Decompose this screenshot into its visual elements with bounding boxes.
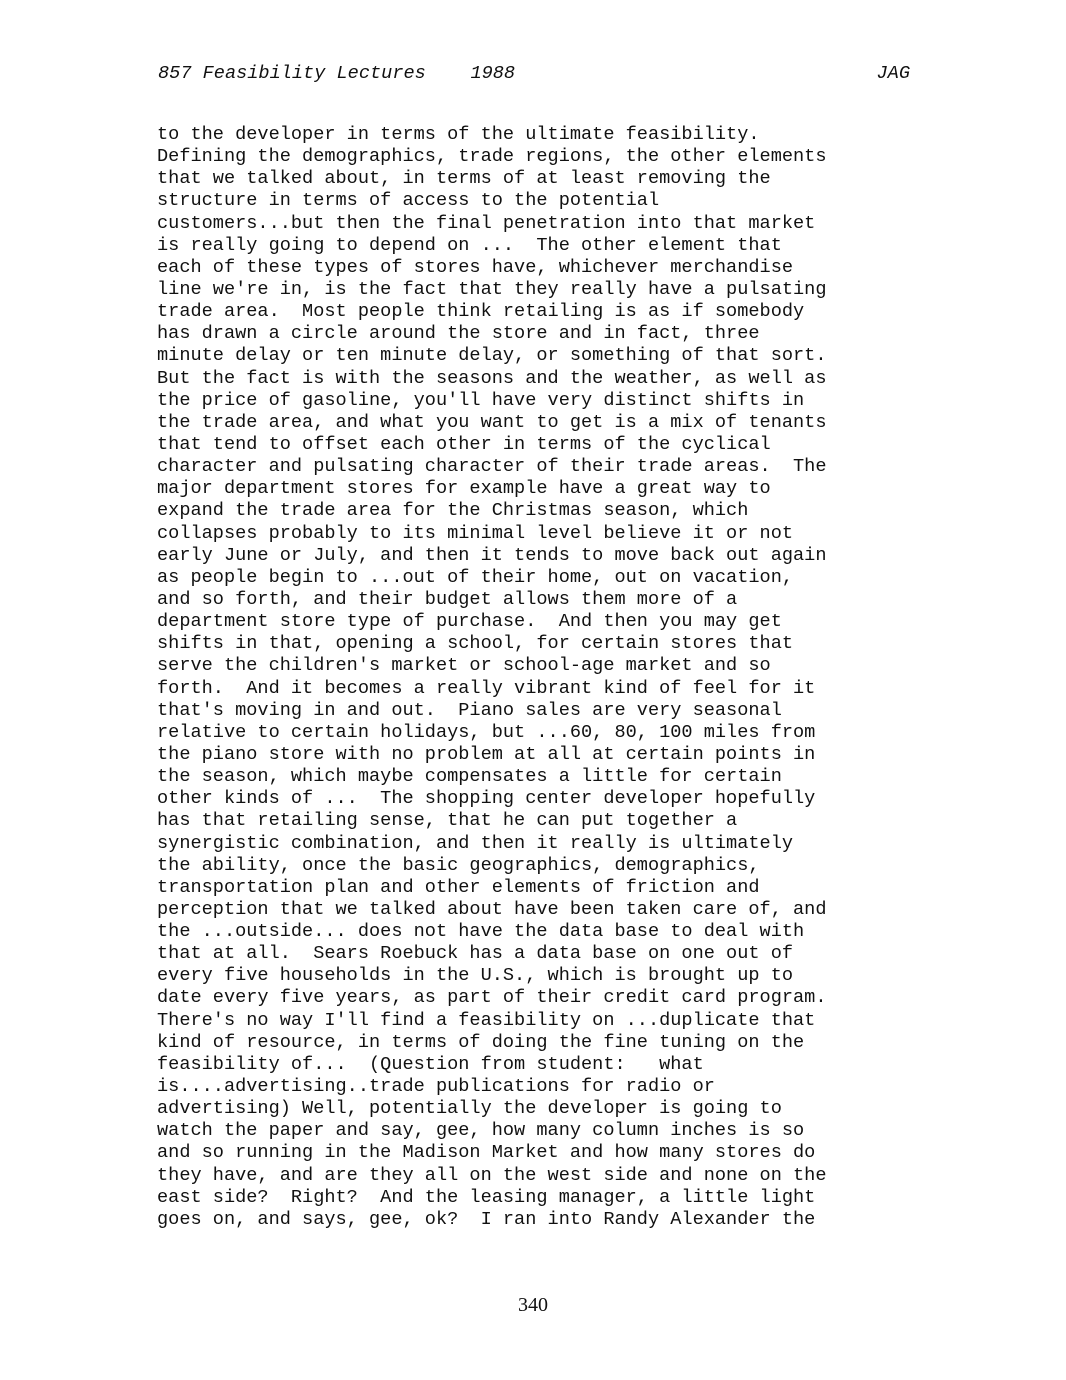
transcript-line: advertising) Well, potentially the developer is going to [157, 1098, 782, 1120]
header-author-initials: JAG [876, 63, 910, 84]
transcript-line: collapses probably to its minimal level believe it or not [157, 522, 794, 544]
transcript-line: feasibility of... (Question from student: what [157, 1053, 704, 1075]
transcript-line: the trade area, and what you want to get is a mix of tenants [157, 411, 827, 433]
transcript-line: goes on, and says, gee, ok? I ran into Randy Alexander the [157, 1208, 816, 1230]
header-year: 1988 [470, 63, 516, 84]
transcript-line: is really going to depend on ... The other element that [157, 234, 782, 256]
transcript-line: transportation plan and other elements of friction and [157, 876, 760, 898]
transcript-line: that we talked about, in terms of at least removing the [157, 168, 771, 190]
transcript-line: customers...but then the final penetration into that market [157, 212, 816, 234]
transcript-line: department store type of purchase. And then you may get [157, 611, 782, 633]
transcript-line: that tend to offset each other in terms of the cyclical [157, 433, 771, 455]
transcript-line: There's no way I'll find a feasibility on ...duplicate that [157, 1009, 816, 1031]
transcript-body [157, 124, 917, 1231]
transcript-line: perception that we talked about have been taken care of, and [157, 898, 827, 920]
header-course-title: 857 Feasibility Lectures [158, 63, 426, 84]
transcript-line: trade area. Most people think retailing is as if somebody [157, 301, 805, 323]
transcript-line: the ability, once the basic geographics, demographics, [157, 854, 760, 876]
transcript-line: date every five years, as part of their credit card program. [157, 987, 827, 1009]
transcript-line: the piano store with no problem at all at certain points in [157, 743, 816, 765]
transcript-line: shifts in that, opening a school, for certain stores that [157, 633, 794, 655]
transcript-line: each of these types of stores have, whichever merchandise [157, 256, 794, 278]
transcript-line: and so running in the Madison Market and how many stores do [157, 1142, 816, 1164]
transcript-line: forth. And it becomes a really vibrant kind of feel for it [157, 677, 816, 699]
transcript-line: the price of gasoline, you'll have very distinct shifts in [157, 389, 805, 411]
transcript-line: other kinds of ... The shopping center developer hopefully [157, 788, 816, 810]
transcript-line: and so forth, and their budget allows them more of a [157, 588, 738, 610]
transcript-line: structure in terms of access to the potential [157, 190, 660, 212]
transcript-line: the ...outside... does not have the data base to deal with [157, 921, 805, 943]
page-number: 340 [518, 1294, 548, 1316]
transcript-line: But the fact is with the seasons and the weather, as well as [157, 367, 827, 389]
transcript-line: as people begin to ...out of their home, out on vacation, [157, 566, 794, 588]
transcript-line: is....advertising..trade publications for radio or [157, 1076, 715, 1098]
transcript-line: relative to certain holidays, but ...60, 80, 100 miles from [157, 721, 816, 743]
header-course-and-year [158, 62, 515, 86]
transcript-line: line we're in, is the fact that they really have a pulsating [157, 278, 827, 300]
transcript-line: early June or July, and then it tends to move back out again [157, 544, 827, 566]
transcript-line: kind of resource, in terms of doing the fine tuning on the [157, 1031, 805, 1053]
transcript-line: watch the paper and say, gee, how many column inches is so [157, 1120, 805, 1142]
transcript-line: minute delay or ten minute delay, or something of that sort. [157, 345, 827, 367]
transcript-line: expand the trade area for the Christmas season, which [157, 500, 749, 522]
transcript-line: has drawn a circle around the store and in fact, three [157, 323, 760, 345]
transcript-line: to the developer in terms of the ultimate feasibility. [157, 124, 760, 145]
transcript-line: that's moving in and out. Piano sales are very seasonal [157, 699, 782, 721]
transcript-line: serve the children's market or school-age market and so [157, 655, 771, 677]
transcript-line: that at all. Sears Roebuck has a data base on one out of [157, 943, 794, 965]
transcript-line: east side? Right? And the leasing manager, a little light [157, 1186, 816, 1208]
transcript-line: has that retailing sense, that he can put together a [157, 810, 738, 832]
transcript-line: every five households in the U.S., which is brought up to [157, 965, 794, 987]
transcript-line: the season, which maybe compensates a little for certain [157, 766, 782, 788]
transcript-line: character and pulsating character of their trade areas. The [157, 456, 827, 478]
transcript-line: major department stores for example have a great way to [157, 478, 771, 500]
transcript-line: Defining the demographics, trade regions, the other elements [157, 146, 827, 168]
transcript-line: they have, and are they all on the west side and none on the [157, 1164, 827, 1186]
transcript-line: synergistic combination, and then it really is ultimately [157, 832, 794, 854]
running-header [158, 62, 910, 86]
